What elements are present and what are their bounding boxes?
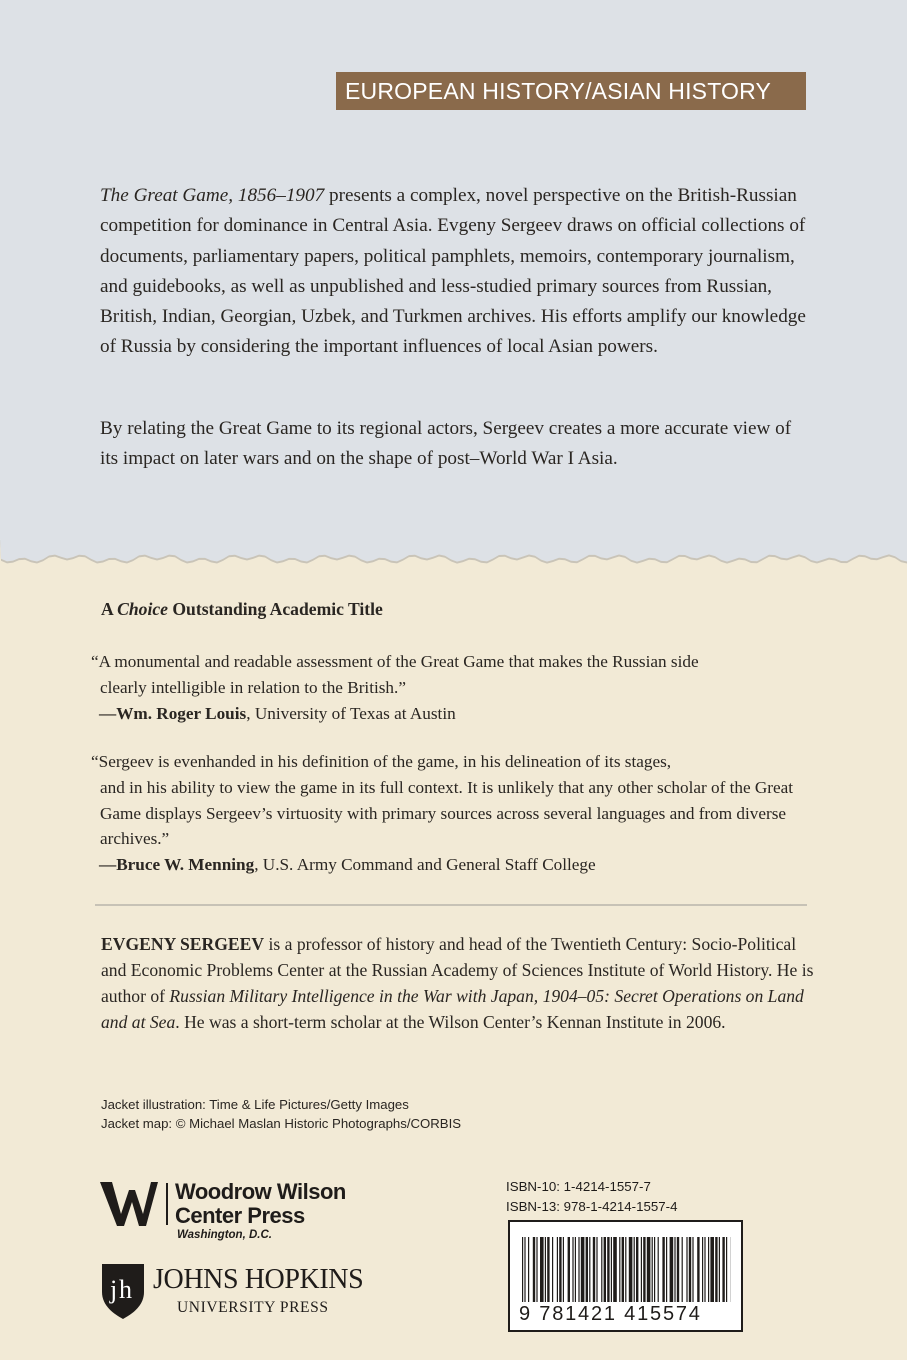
- logo-divider: [166, 1183, 168, 1225]
- isbn-block: [506, 1177, 678, 1216]
- publisher-line-2: Center Press: [175, 1203, 305, 1228]
- johns-hopkins-logo: [100, 1262, 400, 1322]
- barcode-box: [508, 1220, 743, 1332]
- review-quote-2: [91, 749, 811, 878]
- publisher-line-1: Woodrow Wilson: [175, 1179, 346, 1204]
- review-author: Wm. Roger Louis: [116, 703, 247, 723]
- section-divider: [95, 904, 807, 906]
- barcode-icon: [522, 1237, 731, 1302]
- publisher-city: Washington, D.C.: [177, 1229, 272, 1241]
- quote-text-cont: and in his ability to view the game in its full context. It is unlikely that any other scholar of the Great Game displays Sergeev’s virtuosity with primary sources across several languages and from diverse archives.”: [100, 777, 794, 849]
- book-title: The Great Game, 1856–1907: [100, 185, 325, 206]
- award-choice: Choice: [117, 599, 168, 619]
- credit-map: Jacket map: © Michael Maslan Historic Photographs/CORBIS: [101, 1116, 462, 1131]
- review-author: Bruce W. Menning: [116, 855, 255, 875]
- johns-hopkins-shield-icon: [100, 1262, 146, 1320]
- review-affiliation: , U.S. Army Command and General Staff College: [254, 855, 596, 875]
- category-banner: EUROPEAN HISTORY/ASIAN HISTORY: [336, 72, 806, 110]
- isbn-10: ISBN-10: 1-4214-1557-7: [506, 1179, 651, 1194]
- quote-text-cont: clearly intelligible in relation to the British.”: [100, 677, 406, 697]
- description-paragraph-2: By relating the Great Game to its regional actors, Sergeev creates a more accurate view of its impact on later wars and on the shape of post–World War I Asia.: [100, 418, 792, 470]
- review-quote-1: [91, 649, 811, 726]
- award-suffix: Outstanding Academic Title: [167, 599, 383, 619]
- torn-paper-edge: [0, 538, 907, 578]
- author-name: EVGENY SERGEEV: [101, 934, 265, 954]
- woodrow-wilson-name: [175, 1180, 346, 1228]
- credit-illustration: Jacket illustration: Time & Life Pictures/Getty Images: [101, 1097, 409, 1112]
- review-attribution: [91, 852, 811, 878]
- bio-text: is a professor of history and head of the Twentieth Century: Socio-Political and Economic Problems Center at the Russian Academy of Sciences Institute of World History. He is author of: [101, 934, 814, 1006]
- isbn-13: ISBN-13: 978-1-4214-1557-4: [506, 1198, 678, 1214]
- quote-text: “Sergeev is evenhanded in his definition of the game, in his delineation of its stages,: [91, 752, 672, 771]
- barcode-digits: 9 781421 415574: [519, 1303, 702, 1325]
- description-paragraph-1: [100, 181, 812, 363]
- woodrow-wilson-w-icon: [100, 1180, 158, 1228]
- attribution-dash: —: [99, 855, 117, 875]
- review-affiliation: , University of Texas at Austin: [246, 703, 456, 723]
- bio-book-title: Russian Military Intelligence in the War with Japan, 1904–05: Secret Operations on Land and at Sea: [101, 986, 804, 1032]
- award-line: [101, 599, 383, 620]
- svg-text:j: j: [110, 1275, 118, 1304]
- jacket-credits: [101, 1095, 461, 1133]
- award-prefix: A: [101, 599, 118, 619]
- university-press-label: UNIVERSITY PRESS: [177, 1299, 329, 1316]
- author-bio: [101, 931, 816, 1035]
- review-attribution: [91, 701, 811, 727]
- svg-text:h: h: [119, 1275, 132, 1304]
- description-text: presents a complex, novel perspective on the British-Russian competition for dominance in Central Asia. Evgeny Sergeev draws on official collections of documents, parliamentary papers, political pamphlets, memoirs, contemporary journalism, and guidebooks, as well as unpublished and less-studied primary sources from Russian, British, Indian, Georgian, Uzbek, and Turkmen archives. His efforts amplify our knowledge of Russia by considering the important influences of local Asian powers.: [100, 185, 806, 358]
- quote-text: “A monumental and readable assessment of the Great Game that makes the Russian side: [91, 652, 699, 671]
- johns-hopkins-name: JOHNS HOPKINS: [153, 1264, 364, 1295]
- attribution-dash: —: [99, 703, 117, 723]
- bio-text-end: . He was a short-term scholar at the Wilson Center’s Kennan Institute in 2006.: [175, 1012, 726, 1032]
- woodrow-wilson-logo: [100, 1180, 400, 1250]
